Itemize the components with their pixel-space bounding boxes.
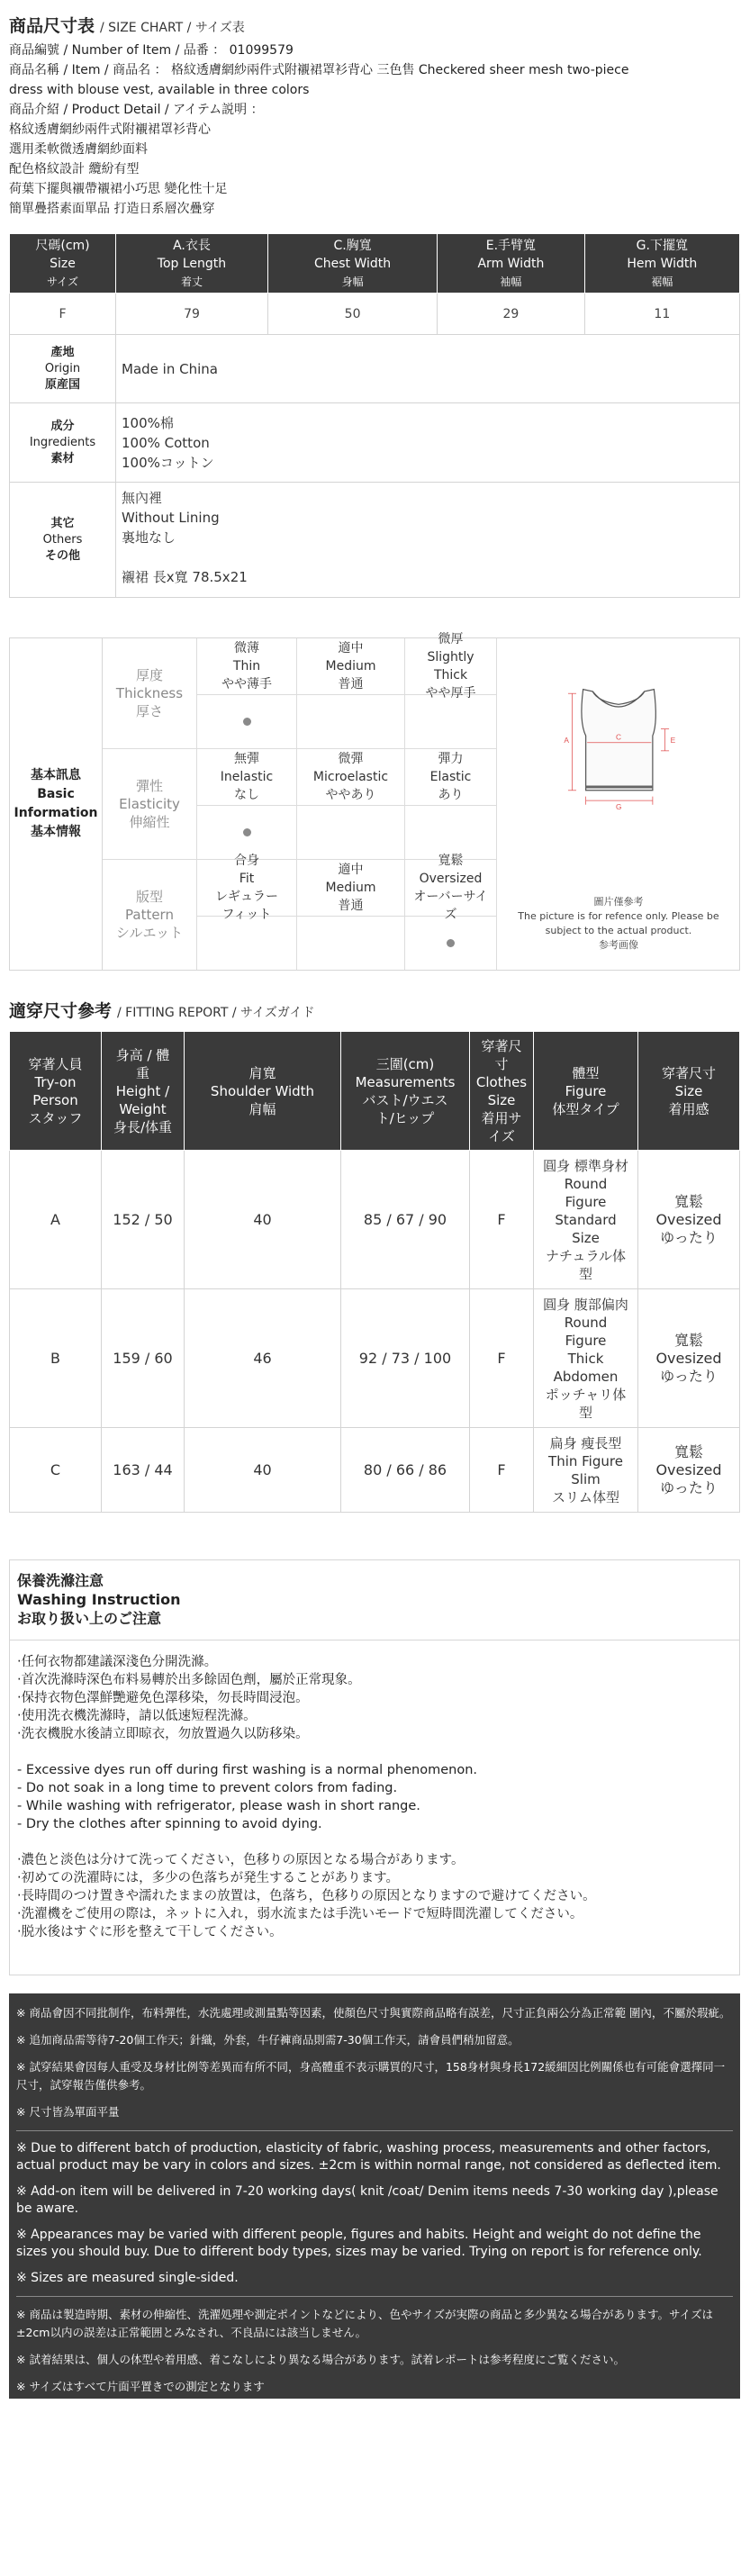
empty-cell [297,917,405,970]
washing-line: - Excessive dyes run off during first washing is a normal phenomenon. [17,1763,477,1777]
fitting-subtitle: / FITTING REPORT / サイズガイド [117,1006,315,1020]
note-jp: ※ サイズはすべて片面平置きでの測定となります [16,2380,265,2393]
elasticity-label: 彈性 Elasticity 伸縮性 [103,749,197,860]
figure-cell: 圓身 腹部偏肉 Round Figure Thick Abdomen ポッチャリ体 型 [534,1289,638,1428]
empty-cell [405,695,497,749]
clothes-size-cell: F [470,1428,534,1513]
fitting-heading [9,998,750,1022]
note-zh: ※ 尺寸皆為單面平量 [16,2105,120,2119]
size-table [9,233,740,598]
size-cell: F [10,294,116,335]
col-clothes-size: 穿著尺 寸 Clothes Size 着用サ イズ [470,1032,534,1151]
washing-heading: 保養洗滌注意 Washing Instruction お取り扱い上のご注意 [9,1559,740,1641]
col-person: 穿著人員 Try-on Person スタッフ [10,1032,102,1151]
note-en: ※ Due to different batch of production, elasticity of fabric, washing process, measurements and other factors, actual product may be vary in colors and sizes. ±2cm is within normal range, not considered as deflected item. [16,2141,721,2173]
item-name: 商品名稱 / Item / 商品名 ： 格紋透膚網紗兩件式附襯裙罩衫背心 三色售 Checkered sheer mesh two-piece [9,63,629,77]
col-size: 尺碼(cm) Size サイズ [10,234,116,294]
selected-dot-icon [243,718,251,726]
thickness-thick: 微厚 Slightly Thick やや厚手 [405,638,497,695]
arm-width-cell: 29 [438,294,584,335]
divider [16,2130,733,2131]
height-weight-cell: 152 / 50 [102,1151,185,1289]
product-detail-line: 格紋透膚網紗兩件式附襯裙罩衫背心 [9,122,211,137]
ingredients-label: 成分 Ingredients 素材 [10,403,116,483]
fitting-title: 適穿尺寸參考 [9,1001,113,1021]
elasticity-elastic: 彈力 Elastic あり [405,749,497,806]
label-g: G [615,802,622,811]
origin-label: 產地 Origin 原産国 [10,335,116,403]
washing-line: ‧任何衣物都建議深淺色分開洗滌。 [17,1655,218,1669]
col-measurements: 三圍(cm) Measurements バスト/ウエス ト/ヒップ [341,1032,470,1151]
garment-diagram [511,674,727,899]
note-jp: ※ 商品は製造時期、素材の伸縮性、洗濯処理や測定ポイントなどにより、色やサイズが実際の商品と多少異なる場合があります。サイズは±2cm以内の誤差は正常範囲とみなされ、不良品には該当しません。 [16,2308,713,2339]
label-e: E [670,735,676,745]
col-hem-width: G.下擺寬 Hem Width 裾幅 [584,234,739,294]
product-detail-line: 荷葉下擺與襯帶襯裙小巧思 變化性十足 [9,182,228,196]
note-en: ※ Appearances may be varied with different people, figures and habits. Height and weight do not define the sizes you should buy. Due to different body types, sizes may be varied. Trying on report is for reference only. [16,2228,702,2259]
label-a: A [564,735,569,745]
thickness-dot-cell [197,695,297,749]
size-chart-title: 商品尺寸表 [9,16,95,36]
washing-line: - Do not soak in a long time to prevent colors from fading. [17,1781,398,1795]
note-zh: ※ 商品會因不同批制作，布料彈性，水洗處理或測量點等因素，使顏色尺寸與實際商品略有誤差，尺寸正負兩公分為正常範 圍內，不屬於瑕疵。 [16,2006,731,2020]
product-detail-line: 簡單疊搭素面單品 打造日系層次疊穿 [9,202,215,216]
thickness-thin: 微薄 Thin やや薄手 [197,638,297,695]
feel-cell: 寬鬆 Ovesized ゆったり [638,1151,740,1289]
washing-line: ‧長時間のつけ置きや濡れたままの放置は，色落ち，色移りの原因となりますので避けてください。 [17,1889,596,1903]
shoulder-cell: 40 [185,1428,341,1513]
size-chart-subtitle: / SIZE CHART / サイズ表 [100,21,245,35]
col-figure: 體型 Figure 体型タイプ [534,1032,638,1151]
washing-line: ‧洗濯機をご使用の際は，ネットに入れ，弱水流または手洗いモードで短時間洗濯してください。 [17,1907,583,1921]
others-value: 無內裡 Without Lining 裏地なし 襯裙 長x寬 78.5x21 [116,483,740,598]
measurements-cell: 92 / 73 / 100 [341,1289,470,1428]
col-chest-width: C.胸寬 Chest Width 身幅 [267,234,437,294]
washing-line: ‧濃色と淡色は分けて洗ってください，色移りの原因となる場合があります。 [17,1853,465,1867]
fitting-row-a [10,1151,740,1289]
size-table-header [10,234,740,294]
clothes-size-cell: F [470,1151,534,1289]
basic-info-label: 基本訊息 Basic Information 基本情報 [10,638,103,970]
fitting-row-b [10,1289,740,1428]
empty-cell [297,695,405,749]
selected-dot-icon [447,939,455,947]
origin-value: Made in China [116,335,740,403]
washing-line: - While washing with refrigerator, please wash in short range. [17,1799,420,1813]
note-zh: ※ 試穿結果會因每人重受及身材比例等差異而有所不同，身高體重不表示購買的尺寸，158身材與身長172緩細因比例關係也有可能會選擇同一尺寸，試穿報告僅供參考。 [16,2060,726,2092]
size-chart-heading [9,13,741,37]
washing-line: ‧脱水後はすぐに形を整えて干してください。 [17,1925,283,1939]
note-en: ※ Sizes are measured single-sided. [16,2271,239,2285]
fitting-table [9,1031,740,1513]
others-label: 其它 Others その他 [10,483,116,598]
col-arm-width: E.手臂寬 Arm Width 袖幅 [438,234,584,294]
person-cell: C [10,1428,102,1513]
product-detail-line: 選用柔軟微透膚網紗面料 [9,142,148,157]
notes-panel [9,1993,740,2399]
figure-cell: 圓身 標準身材 Round Figure Standard Size ナチュラル体 型 [534,1151,638,1289]
height-weight-cell: 163 / 44 [102,1428,185,1513]
note-zh: ※ 追加商品需等待7-20個工作天；針織，外套，牛仔褲商品則需7-30個工作天，請會員們稍加留意。 [16,2033,520,2047]
thickness-label: 厚度 Thickness 厚さ [103,638,197,749]
clothes-size-cell: F [470,1289,534,1428]
person-cell: A [10,1151,102,1289]
shoulder-cell: 46 [185,1289,341,1428]
chest-width-cell: 50 [267,294,437,335]
origin-row [10,335,740,403]
feel-cell: 寬鬆 Ovesized ゆったり [638,1289,740,1428]
size-row-f [10,294,740,335]
underskirt-size: 襯裙 長x寬 78.5x21 [122,569,248,585]
fitting-row-c [10,1428,740,1513]
item-name-cont: dress with blouse vest, available in three colors [9,83,310,97]
ingredients-value: 100%棉 100% Cotton 100%コットン [116,403,740,483]
others-row [10,483,740,598]
fitting-header [10,1032,740,1151]
col-feel: 穿著尺寸 Size 着用感 [638,1032,740,1151]
pattern-oversized: 寬鬆 Oversized オーバーサイ ズ [405,860,497,917]
feel-cell: 寬鬆 Ovesized ゆったり [638,1428,740,1513]
washing-line: ‧使用洗衣機洗滌時，請以低速短程洗滌。 [17,1709,257,1723]
empty-cell [197,917,297,970]
pattern-label: 版型 Pattern シルエット [103,860,197,970]
product-info [9,41,741,219]
washing-line: - Dry the clothes after spinning to avoid dying. [17,1817,322,1831]
elasticity-micro: 微彈 Microelastic ややあり [297,749,405,806]
washing-line: ‧保持衣物色澤鮮艷避免色澤移染，勿長時間浸泡。 [17,1691,309,1705]
ingredients-row [10,403,740,483]
elasticity-inelastic: 無彈 Inelastic なし [197,749,297,806]
product-detail-label: 商品介紹 / Product Detail / アイテム説明 ： [9,103,264,117]
pattern-medium: 適中 Medium 普通 [297,860,405,917]
washing-line: ‧洗衣機脫水後請立即晾衣，勿放置過久以防移染。 [17,1727,309,1741]
measurements-cell: 85 / 67 / 90 [341,1151,470,1289]
washing-line: ‧初めての洗濯時には，多少の色落ちが発生することがあります。 [17,1871,399,1885]
label-c: C [615,732,621,742]
washing-instructions [9,1641,740,1975]
note-en: ※ Add-on item will be delivered in 7-20 working days( knit /coat/ Denim items needs 7-30 working day ),please be aware. [16,2184,718,2216]
basic-info [9,632,740,971]
header [0,0,750,219]
item-number: 商品編號 / Number of Item / 品番 ： 01099579 [9,43,294,58]
figure-cell: 扁身 瘦長型 Thin Figure Slim スリム体型 [534,1428,638,1513]
height-weight-cell: 159 / 60 [102,1289,185,1428]
divider [16,2296,733,2297]
washing-line: ‧首次洗滌時深色布料易轉於出多餘固色劑，屬於正常現象。 [17,1673,361,1687]
empty-cell [297,806,405,860]
basic-info-grid [103,632,497,970]
shoulder-cell: 40 [185,1151,341,1289]
measurements-cell: 80 / 66 / 86 [341,1428,470,1513]
person-cell: B [10,1289,102,1428]
col-shoulder: 肩寬 Shoulder Width 肩幅 [185,1032,341,1151]
col-height-weight: 身高 / 體 重 Height / Weight 身長/体重 [102,1032,185,1151]
pattern-fit: 合身 Fit レギュラー フィット [197,860,297,917]
selected-dot-icon [243,828,251,836]
product-detail-line: 配色格紋設計 纜紛有型 [9,162,140,176]
col-top-length: A.衣長 Top Length 着丈 [116,234,268,294]
hem-width-cell: 11 [584,294,739,335]
pattern-dot-cell [405,917,497,970]
figure-caption: 圖片僅參考 The picture is for refence only. Please be subject to the actual product. 参考画像 [518,896,719,951]
note-jp: ※ 試着結果は、個人の体型や着用感、着こなしにより異なる場合があります。試着レポートは参考程度にご覧ください。 [16,2353,625,2366]
thickness-medium: 適中 Medium 普通 [297,638,405,695]
top-length-cell: 79 [116,294,268,335]
